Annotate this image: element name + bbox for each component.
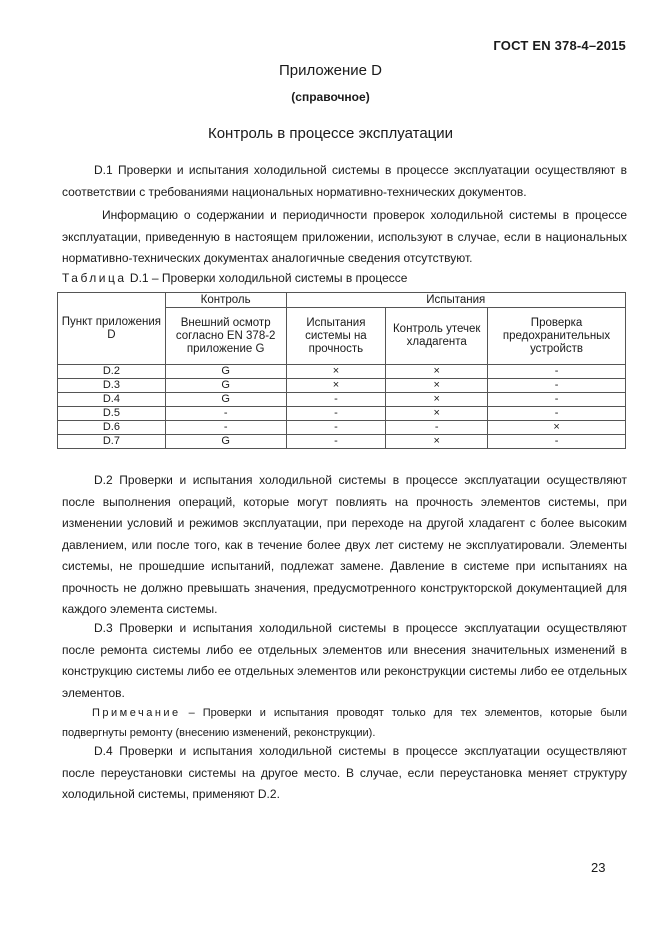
note: Примечание – Проверки и испытания проводят только для тех элементов, которые были подвергнуты ремонту (внесению изменений, реконструкции). [62, 707, 627, 739]
page-number: 23 [591, 860, 606, 875]
header-strength: Испытания системы на прочность [286, 308, 386, 365]
table-row: D.7 G - × - [58, 435, 626, 449]
header-control: Контроль [165, 293, 286, 308]
paragraph-d1: D.1 Проверки и испытания холодильной системы в процессе эксплуатации осуществляют в соответствии с требованиями национальных нормативно-технических документов. [62, 163, 627, 199]
paragraph-d2: D.2 Проверки и испытания холодильной системы в процессе эксплуатации осуществляют после выполнения операций, которые могут повлиять на прочность элементов системы, при изменении условий и режимов эксплуатации, при переходе на другой хладагент с более высоким давлением, или после того, как в течение более двух лет систему не эксплуатировали. Элементы системы, не прошедшие испытаний, подлежат замене. Давление в системе при испытаниях на прочность не должно превышать значения, предусмотренного конструкторской документацией для каждого элемента системы. [62, 473, 627, 616]
table-row: D.4 G - × - [58, 393, 626, 407]
checks-table [57, 292, 626, 449]
header-item: Пункт приложения D [58, 293, 166, 365]
table-row: D.2 G × × - [58, 365, 626, 379]
table-row: D.3 G × × - [58, 379, 626, 393]
paragraph-d4: D.4 Проверки и испытания холодильной системы в процессе эксплуатации осуществляют после переустановки системы на другое место. В случае, если переустановка меняет структуру холодильной системы, применяют D.2. [62, 744, 627, 801]
document-code: ГОСТ EN 378-4–2015 [493, 38, 626, 53]
paragraph-d3: D.3 Проверки и испытания холодильной системы в процессе эксплуатации осуществляют после ремонта системы либо ее отдельных элементов или внесения значительных изменений в конструкцию системы либо ее отдельных элементов или реконструкции системы либо ее отдельных элементов. [62, 621, 627, 700]
annex-title: Приложение D [279, 62, 382, 79]
table-row: D.5 - - × - [58, 407, 626, 421]
header-tests: Испытания [286, 293, 625, 308]
table-row: D.6 - - - × [58, 421, 626, 435]
header-visual: Внешний осмотр согласно EN 378-2 приложение G [165, 308, 286, 365]
header-safety: Проверка предохранительных устройств [488, 308, 626, 365]
annex-subtitle: (справочное) [291, 90, 370, 104]
section-title: Контроль в процессе эксплуатации [207, 125, 454, 142]
table-caption: Таблица D.1 – Проверки холодильной системы в процессе [62, 271, 408, 285]
paragraph-d1-info: Информацию о содержании и периодичности проверок холодильной системы в процессе эксплуатации, приведенную в настоящем приложении, используют в случае, если в национальных нормативно-технических документах аналогичные сведения отсутствуют. [62, 208, 627, 265]
header-leak: Контроль утечек хладагента [386, 308, 488, 365]
